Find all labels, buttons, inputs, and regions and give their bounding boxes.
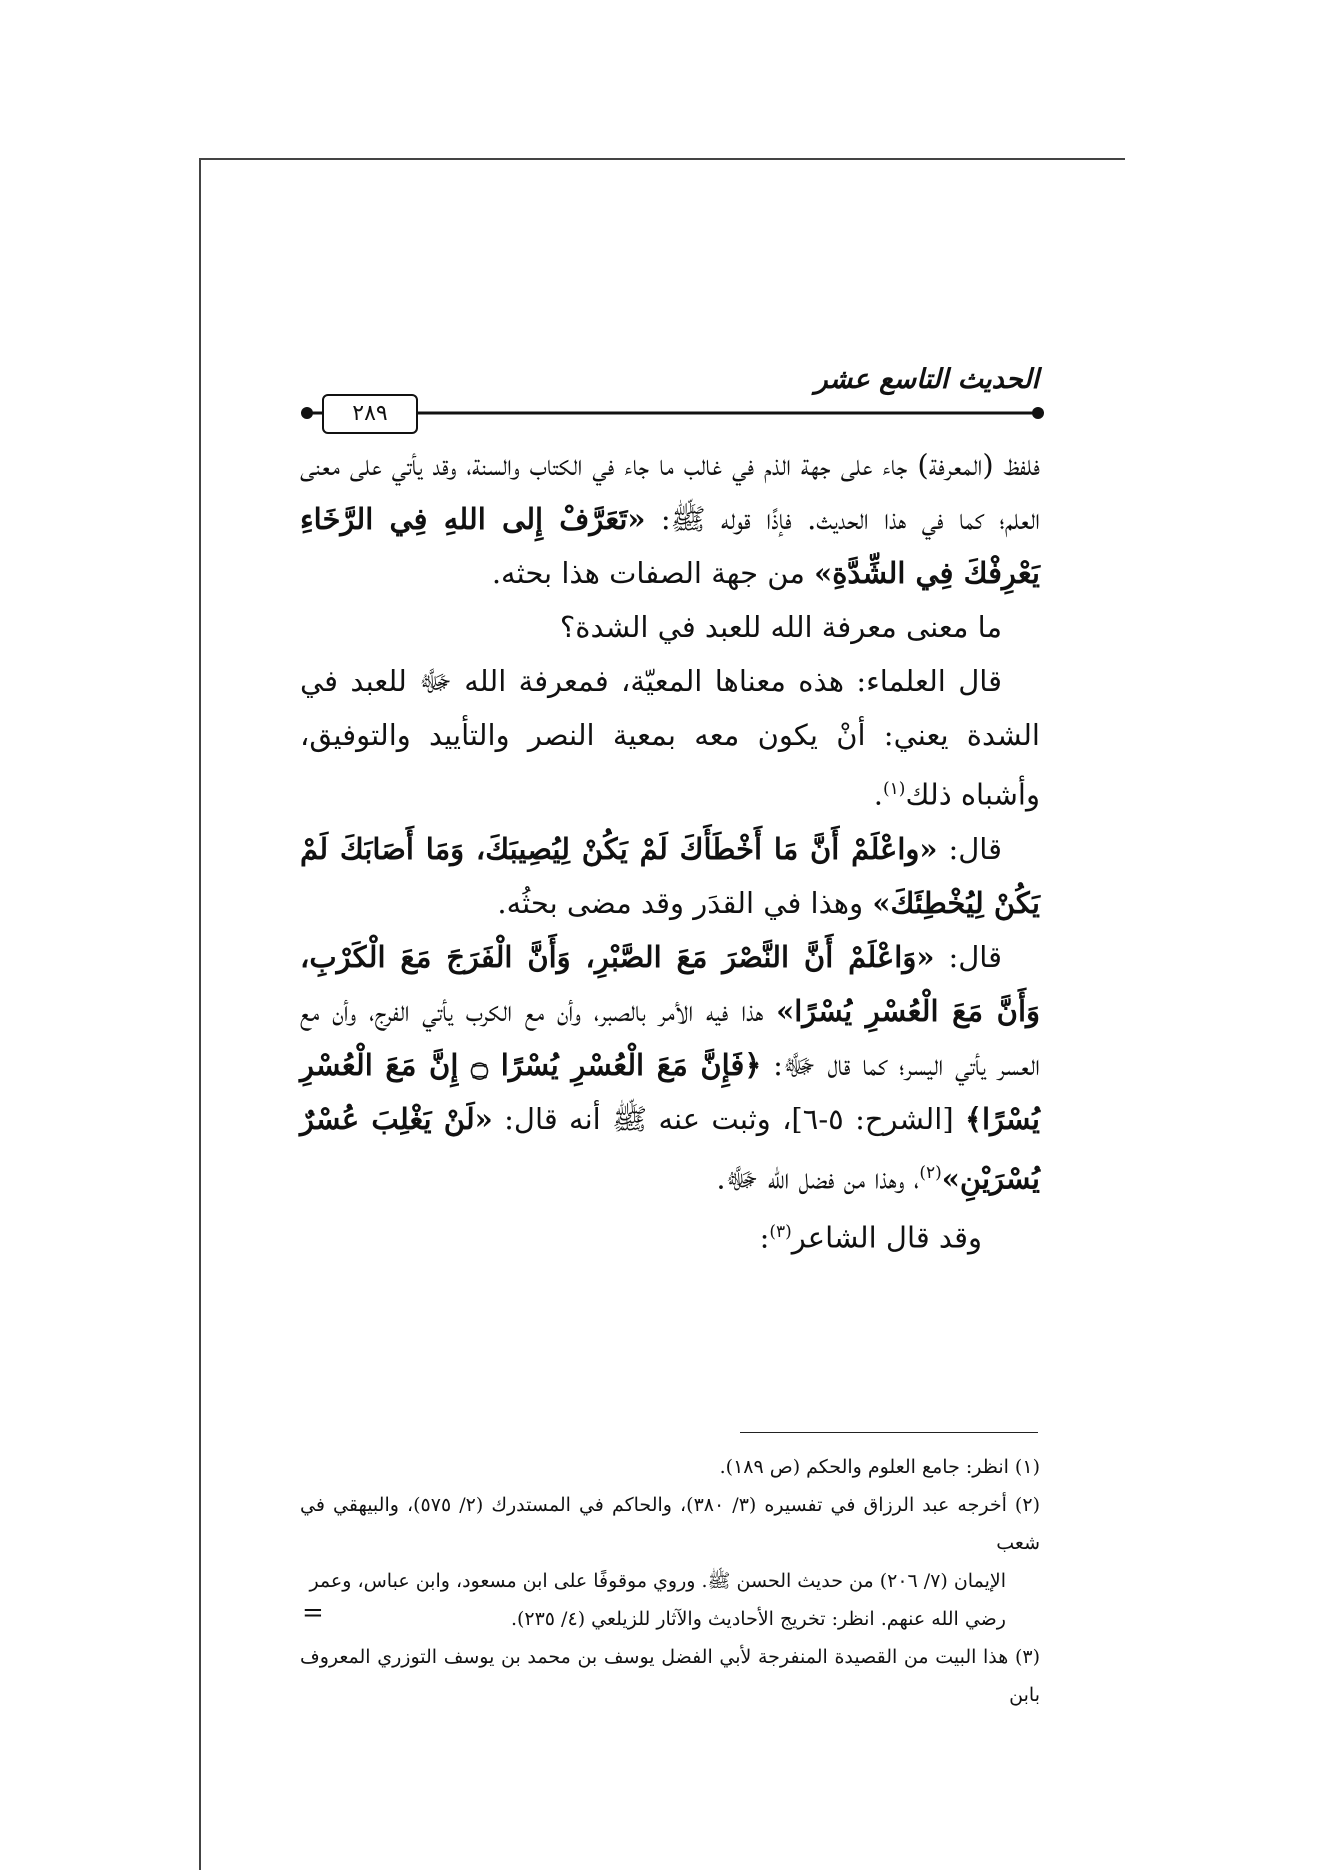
paragraph-1-end: من جهة الصفات هذا بحثه. <box>491 556 815 590</box>
hadith-quote-2: «واعْلَمْ أَنَّ مَا أَخْطَأَكَ لَمْ يَكُنْ لِيُصِيبَكَ، وَمَا أَصَابَكَ لَمْ يَكُنْ لِيُخْطِئَكَ» <box>300 831 1040 920</box>
footnote-ref-2: (٢) <box>919 1162 942 1183</box>
footnote-2: (٢) أخرجه عبد الرزاق في تفسيره (٣/ ٣٨٠)، والحاكم في المستدرك (٢/ ٥٧٥)، والبيهقي في شعب <box>300 1494 1040 1554</box>
footnotes <box>300 1448 1040 1714</box>
quran-bracket-open: ﴿ <box>744 1047 762 1082</box>
hadith-quote-3: «وَاعْلَمْ أَنَّ النَّصْرَ مَعَ الصَّبْرِ، وَأَنَّ الْفَرَجَ مَعَ الْكَرْبِ، وَأَنَّ مَعَ الْعُسْرِ يُسْرًا» <box>300 939 1041 1028</box>
paragraph-3-end: وهذا في القدَر وقد مضى بحثُه. <box>497 885 873 920</box>
paragraph-4-end: ، وهذا من فضل الله ﷻ. <box>716 1161 920 1196</box>
paragraph-4-text: هذا فيه الأمر بالصبر، وأن مع الكرب يأتي الفرج، وأن مع العسر يأتي اليسر؛ كما قال ﷻ: <box>300 993 1040 1082</box>
paragraph-2-text: قال العلماء: هذه معناها المعيّة، فمعرفة الله ﷻ للعبد في الشدة يعني: أنْ يكون معه بمعية النصر والتأييد والتوفيق، وأشباه ذلك <box>300 664 1040 812</box>
paragraph-2 <box>300 654 1040 822</box>
quran-verse: فَإِنَّ مَعَ الْعُسْرِ يُسْرًا ۝ إِنَّ مَعَ الْعُسْرِ يُسْرًا <box>300 1047 1040 1136</box>
footnote-2-cont-2: رضي الله عنهم. انظر: تخريج الأحاديث والآثار للزيلعي (٤/ ٢٣٥). <box>510 1608 1006 1630</box>
question: ما معنى معرفة الله للعبد في الشدة؟ <box>559 610 1002 644</box>
quran-citation: [الشرح: ٥-٦]، وثبت عنه ﷺ أنه قال: <box>492 1101 965 1136</box>
paragraph-2-end: . <box>873 777 884 812</box>
paragraph-3-start: قال: <box>937 831 1002 866</box>
page-number: ٢٨٩ <box>322 394 418 434</box>
running-header <box>300 360 1045 430</box>
chapter-title: الحديث التاسع عشر <box>814 364 1039 395</box>
paragraph-5 <box>300 1205 1040 1265</box>
hadith-quote-1: «تَعَرَّفْ إِلى اللهِ فِي الرَّخَاءِ يَعْرِفْكَ فِي الشِّدَّةِ» <box>300 502 1040 590</box>
paragraph-5-text: وقد قال الشاعر <box>791 1220 982 1255</box>
main-text <box>300 438 1040 1265</box>
footnote-2-cont-1: الإيمان (٧/ ٢٠٦) من حديث الحسن ﷺ. وروي موقوفًا على ابن مسعود، وابن عباس، وعمر <box>309 1570 1006 1592</box>
footnote-ref-1: (١) <box>883 779 906 799</box>
quran-bracket-close: ﴾ <box>965 1101 982 1136</box>
footnote-3: (٣) هذا البيت من القصيدة المنفرجة لأبي الفضل يوسف بن محمد بن يوسف التوزري المعروف بابن <box>300 1646 1040 1706</box>
paragraph-4-start: قال: <box>934 939 1002 974</box>
paragraph-1-text: فلفظ (المعرفة) جاء على جهة الذم في غالب ما جاء في الكتاب والسنة، وقد يأتي على معنى العلم؛ كما في هذا الحديث. فإذًا قوله ﷺ: <box>300 448 1040 536</box>
paragraph-4 <box>300 930 1040 1206</box>
continuation-mark: = <box>302 1598 324 1628</box>
paragraph-1 <box>300 438 1040 600</box>
footnote-ref-3: (٣) <box>769 1222 792 1243</box>
paragraph-3 <box>300 822 1040 930</box>
footnote-separator <box>740 1432 1038 1433</box>
frame-top-edge <box>200 158 1125 160</box>
hadith-quote-4: «لَنْ يَغْلِبَ عُسْرٌ يُسْرَيْنِ» <box>300 1101 1040 1196</box>
paragraph-5-end: : <box>759 1220 770 1255</box>
frame-left-edge <box>199 158 201 1870</box>
footnote-1: (١) انظر: جامع العلوم والحكم (ص ١٨٩). <box>719 1456 1040 1478</box>
